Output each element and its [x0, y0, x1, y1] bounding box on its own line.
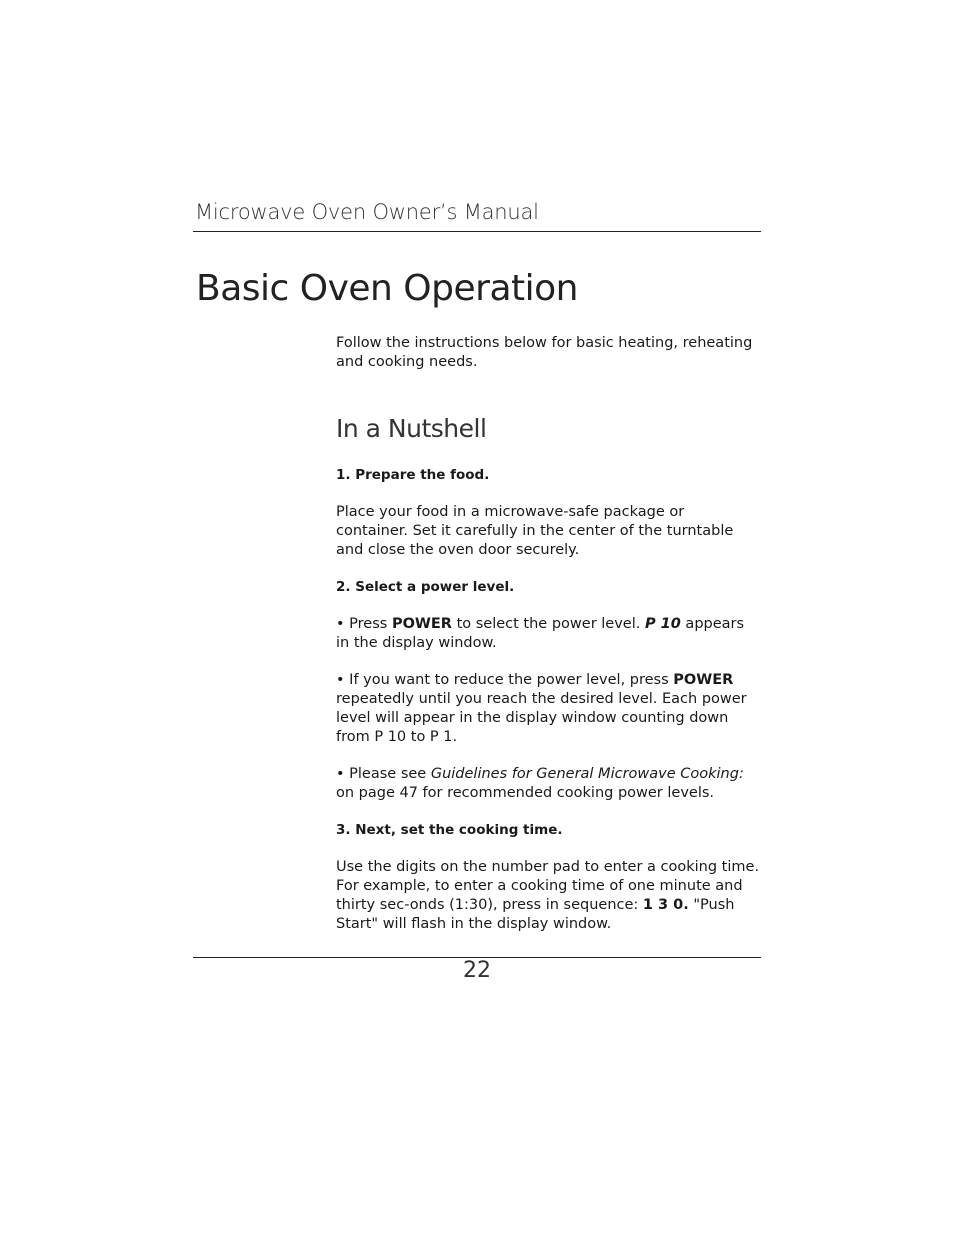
running-header: Microwave Oven Owner’s Manual	[195, 200, 539, 224]
step-1-heading: 1. Prepare the food.	[336, 467, 490, 483]
step-1-body: Place your food in a microwave-safe package or container. Set it carefully in the center of the turntable and close the oven door securely.	[336, 504, 734, 558]
page-number: 22	[463, 958, 491, 983]
bullet-text: on page 47 for recommended cooking power levels.	[336, 785, 715, 801]
bullet-text: to select the power level.	[451, 616, 645, 632]
step-3-heading: 3. Next, set the cooking time.	[336, 822, 563, 838]
body-text: "Push Start" will flash in the display window.	[336, 897, 735, 932]
step-2-bullet-2	[336, 671, 760, 747]
power-key-label: POWER	[391, 616, 452, 632]
intro-paragraph: Follow the instructions below for basic heating, reheating and cooking needs.	[336, 335, 753, 370]
bullet-text: • If you want to reduce the power level, press	[336, 672, 674, 688]
bullet-text: appears in the display window.	[336, 616, 745, 651]
power-key-label: POWER	[673, 672, 734, 688]
step-2-heading: 2. Select a power level.	[336, 579, 515, 595]
header-rule	[193, 231, 761, 232]
step-3-body	[336, 858, 760, 934]
page-title: Basic Oven Operation	[196, 268, 578, 309]
step-2-bullet-1	[336, 615, 760, 653]
bullet-text: • Please see	[336, 766, 431, 782]
section-heading: In a Nutshell	[336, 414, 487, 443]
step-2-bullet-3	[336, 765, 760, 803]
key-sequence: 1 3 0.	[642, 897, 689, 913]
power-level-display: P 10	[644, 616, 681, 632]
body-text: Use the digits on the number pad to enter a cooking time. For example, to enter a cooking time of one minute and thirty sec-onds (1:30), press in sequence:	[336, 859, 760, 913]
bullet-text: repeatedly until you reach the desired level. Each power level will appear in the display window counting down from P 10 to P 1.	[336, 691, 747, 745]
body-content	[336, 334, 760, 952]
guidelines-reference: Guidelines for General Microwave Cooking:	[430, 766, 744, 782]
bullet-text: • Press	[336, 616, 392, 632]
